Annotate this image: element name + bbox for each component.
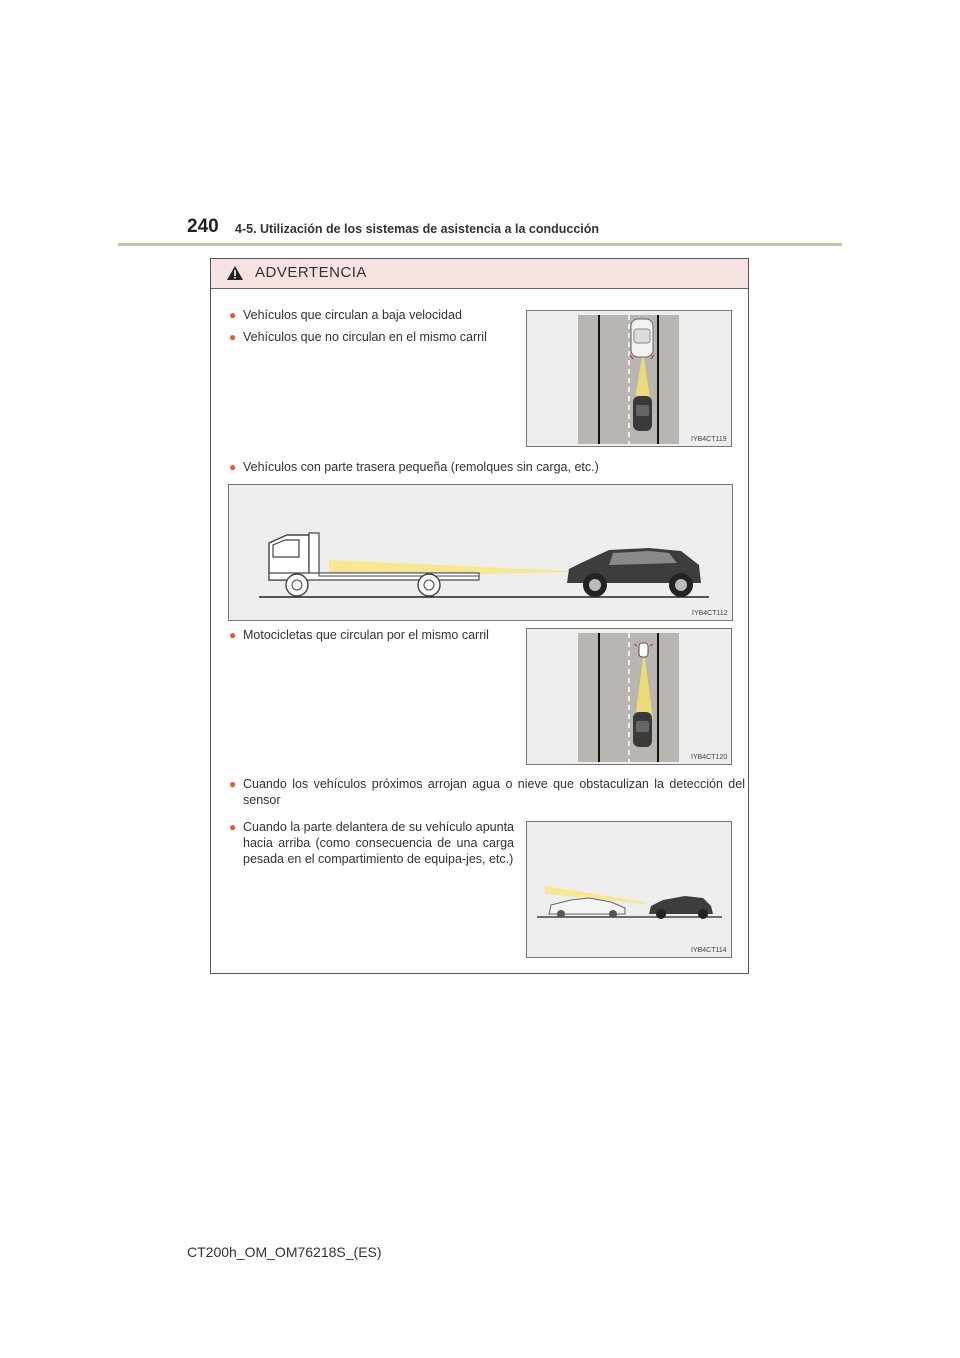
figure-code: IYB4CT112 xyxy=(692,610,728,617)
page-number: 240 xyxy=(187,216,219,237)
road-diagram xyxy=(527,311,732,447)
bullet-icon: ● xyxy=(229,460,237,474)
warning-title: ADVERTENCIA xyxy=(255,264,367,281)
bullet-item: ● Vehículos que circulan a baja velocidad xyxy=(229,308,462,322)
road-diagram xyxy=(527,629,732,765)
figure-motorcycle xyxy=(526,628,732,765)
page-header xyxy=(187,212,847,242)
warning-box xyxy=(210,258,749,974)
header-divider xyxy=(118,243,842,246)
bullet-item: ● Vehículos que no circulan en el mismo carril xyxy=(229,330,487,344)
section-title: 4-5. Utilización de los sistemas de asistencia a la conducción xyxy=(235,222,600,236)
nose-up-diagram xyxy=(527,822,732,958)
bullet-icon: ● xyxy=(229,330,237,344)
bullet-item: ● Cuando la parte delantera de su vehículo apunta hacia arriba (como consecuencia de una carga pesada en el compartimiento de equipa-jes, etc.) xyxy=(229,820,514,866)
bullet-icon: ● xyxy=(229,777,237,791)
figure-trailer xyxy=(228,484,733,621)
bullet-icon: ● xyxy=(229,628,237,642)
figure-code: IYB4CT120 xyxy=(691,754,728,761)
bullet-item: ● Motocicletas que circulan por el mismo carril xyxy=(229,628,489,642)
warning-triangle-icon xyxy=(226,265,244,281)
figure-slow-vehicle xyxy=(526,310,732,447)
document-id: CT200h_OM_OM76218S_(ES) xyxy=(187,1244,382,1260)
bullet-icon: ● xyxy=(229,308,237,322)
bullet-item: ● Vehículos con parte trasera pequeña (remolques sin carga, etc.) xyxy=(229,460,599,474)
bullet-item: ● Cuando los vehículos próximos arrojan agua o nieve que obstaculizan la detección del sensor xyxy=(229,777,745,807)
figure-code: IYB4CT114 xyxy=(691,947,727,954)
trailer-diagram xyxy=(229,485,733,621)
warning-header xyxy=(211,259,748,289)
figure-code: IYB4CT119 xyxy=(691,436,727,443)
bullet-icon: ● xyxy=(229,820,237,834)
figure-nose-up xyxy=(526,821,732,958)
